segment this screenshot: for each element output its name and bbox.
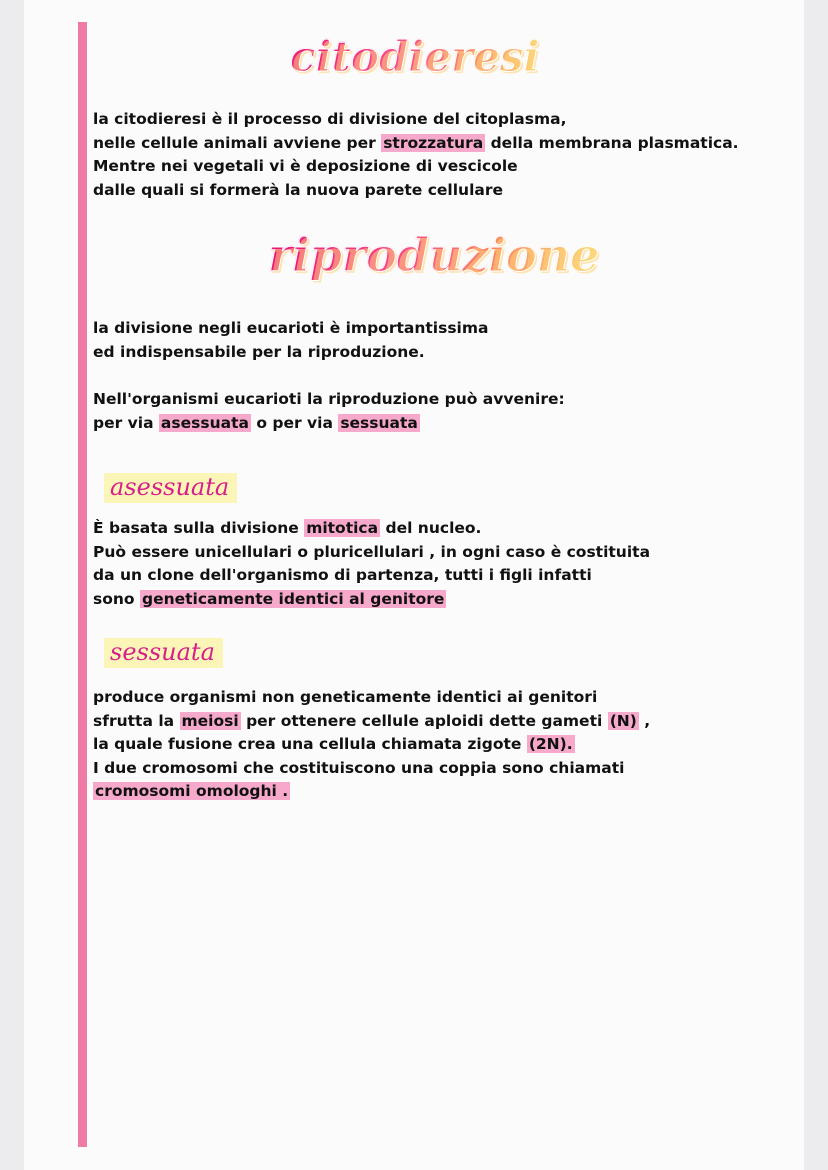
riproduzione-paragraph-2	[93, 388, 565, 435]
text-line: la citodieresi è il processo di divisione del citoplasma,	[93, 110, 567, 128]
text-line: dalle quali si formerà la nuova parete cellulare	[93, 180, 504, 199]
highlight-sessuata: sessuata	[340, 413, 418, 432]
text-line: la quale fusione crea una cellula chiamata zigote (2N).	[93, 735, 573, 753]
highlight-meiosi: meiosi	[181, 711, 239, 730]
sessuata-paragraph	[93, 686, 650, 804]
asessuata-paragraph	[93, 517, 650, 611]
highlight-asessuata: asessuata	[160, 413, 249, 432]
text-line: Mentre nei vegetali vi è deposizione di vescicole	[93, 157, 518, 175]
text-line	[93, 780, 650, 804]
text-line: I due cromosomi che costituiscono una coppia sono chiamati	[93, 758, 625, 777]
text-line: ed indispensabile per la riproduzione.	[93, 342, 425, 361]
margin-line	[78, 22, 87, 1147]
heading-sessuata: sessuata	[104, 638, 223, 668]
highlight-mitotica: mitotica	[306, 519, 379, 537]
text-line: da un clone dell'organismo di partenza, tutti i figli infatti	[93, 566, 592, 584]
highlight-cromosomi-omologhi: cromosomi omologhi .	[95, 782, 289, 800]
highlight-2n: (2N).	[528, 735, 573, 753]
title-citodieresi: citodieresi	[290, 32, 540, 81]
riproduzione-paragraph-1	[93, 317, 488, 364]
text-line: È basata sulla divisione mitotica del nucleo.	[93, 519, 482, 537]
text-line: nelle cellule animali avviene per strozzatura della membrana plasmatica.	[93, 133, 739, 152]
text-line: Può essere unicellulari o pluricellulari , in ogni caso è costituita	[93, 542, 651, 561]
text-line: produce organismi non geneticamente identici ai genitori	[93, 688, 598, 706]
title-riproduzione: riproduzione	[268, 228, 600, 282]
text-line: sono geneticamente identici al genitore	[93, 589, 445, 608]
citodieresi-paragraph	[93, 108, 739, 202]
text-line: Nell'organismi eucarioti la riproduzione può avvenire:	[93, 390, 565, 408]
highlight-geneticamente-identici: geneticamente identici al genitore	[141, 589, 445, 608]
text-line: per via asessuata o per via sessuata	[93, 413, 418, 432]
heading-asessuata: asessuata	[104, 473, 237, 503]
text-line: la divisione negli eucarioti è importantissima	[93, 319, 489, 337]
highlight-strozzatura: strozzatura	[383, 133, 484, 152]
text-line: sfrutta la meiosi per ottenere cellule aploidi dette gameti (N) ,	[93, 711, 651, 730]
highlight-n: (N)	[609, 711, 637, 730]
